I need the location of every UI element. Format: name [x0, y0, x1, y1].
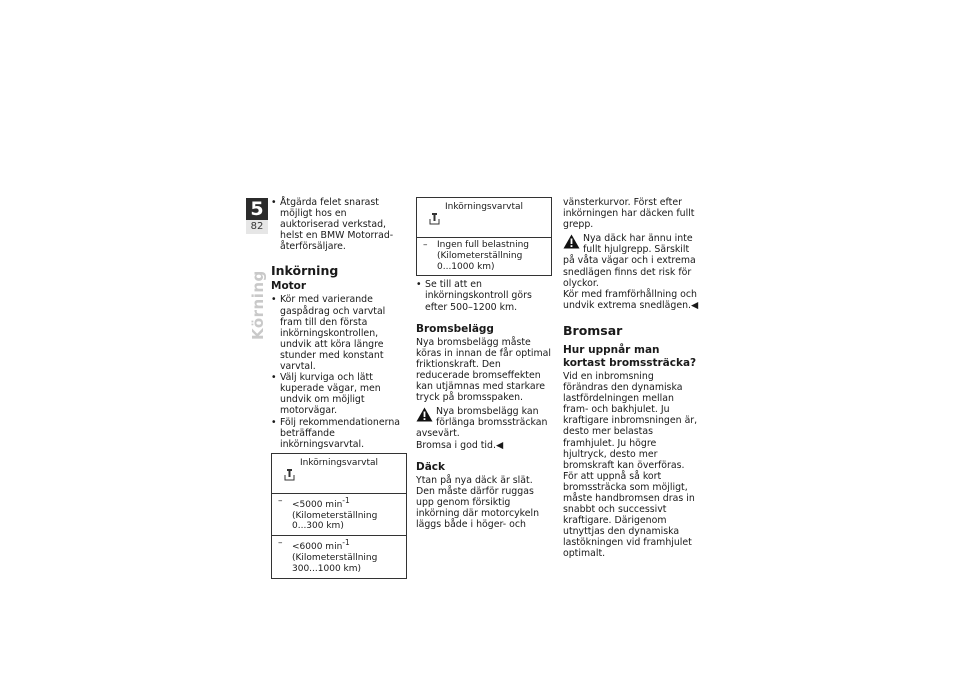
- paragraph: [416, 440, 552, 451]
- warning-text: Nya däck har ännu inte fullt hjulgrepp. Särskilt på våta vägar och i extrema snedlägen finns det risk för olyckor.: [563, 233, 696, 289]
- list-item: • Åtgärda felet snarast möjligt hos en auktoriserad verkstad, helst en BMW Motorrad-återförsäljare.: [271, 197, 407, 252]
- spec-box: [416, 197, 552, 276]
- paragraph: vänsterkurvor. Först efter inkörningen har däcken fullt grepp.: [563, 197, 695, 231]
- list-item: • Se till att en inkörningskontroll görs efter 500–1200 km.: [416, 279, 552, 312]
- warning-icon: [416, 407, 433, 422]
- dash-marker: –: [423, 240, 428, 250]
- dash-marker: –: [278, 495, 283, 506]
- chapter-number: 5: [246, 198, 268, 220]
- list-item: • Kör med varierande gaspådrag och varvtal fram till den första inkörningskontrollen, undvik att köra längre stunder med konstant varvtal.: [271, 294, 407, 372]
- warning-text: Nya bromsbelägg kan förlänga bromssträckan avsevärt.: [416, 406, 548, 440]
- chapter-tab: [246, 198, 268, 238]
- list-item: • Följ rekommendationerna beträffande inkörningsvarvtal.: [271, 417, 407, 450]
- spec-box-row: [272, 535, 406, 577]
- section-heading-inkorning: Inkörning: [271, 263, 339, 279]
- spec-unit-exponent: -1: [342, 538, 350, 548]
- paragraph: Ytan på nya däck är slät. Den måste därför ruggas upp genom försiktig inkörning där motorcykeln läggs både i höger- och: [416, 474, 540, 530]
- spec-range: (Kilometerställning 300...1000 km): [292, 552, 378, 574]
- subheading-dack: Däck: [416, 460, 446, 473]
- tachometer-icon: [429, 212, 440, 225]
- paragraph: Vid en inbromsning förändras den dynamiska lastfördelningen mellan fram- och bakhjulet. Ju kraftigare inbromsningen är, desto mer belastas framhjulet. Ju högre hjultryck, desto mer bromskraft kan överföras.: [563, 370, 698, 471]
- paragraph: Nya bromsbelägg måste köras in innan de får optimal friktionskraft. Den reducerade bromseffekten kan utjämnas med starkare tryck på bromsspaken.: [416, 336, 552, 404]
- end-marker: ◀: [691, 299, 699, 311]
- spec-box-row: [417, 237, 551, 275]
- spec-box-header: [272, 454, 406, 493]
- spec-unit-exponent: -1: [342, 495, 350, 505]
- list-item: • Välj kurviga och lätt kuperade vägar, men undvik om möjligt motorvägar.: [271, 372, 407, 416]
- subheading-motor: Motor: [271, 280, 307, 293]
- bullet-list: [416, 279, 552, 312]
- page-number: 82: [246, 220, 268, 234]
- warning-note: [563, 233, 699, 288]
- tachometer-icon: [284, 468, 295, 481]
- column-3: [563, 197, 699, 560]
- dash-marker: –: [278, 538, 283, 549]
- spec-range: (Kilometerställning 0...300 km): [292, 510, 378, 532]
- spec-box-header: [417, 198, 551, 237]
- end-marker: ◀: [495, 439, 504, 451]
- spec-value: Ingen full belastning (Kilometerställning 0...1000 km): [437, 240, 530, 272]
- column-2: [416, 197, 552, 530]
- section-heading-bromsar: Bromsar: [563, 322, 623, 338]
- column-1: [271, 197, 407, 582]
- paragraph: För att uppnå så kort bromssträcka som möjligt, måste handbromsen dras in snabbt och successivt kraftigare. Därigenom utnyttjas den dynamiska lastökningen vid framhjulet optimalt.: [563, 470, 695, 560]
- spec-value: <5000 min: [292, 499, 343, 510]
- paragraph: [563, 289, 699, 311]
- bullet-list: [271, 294, 407, 449]
- note-text: Bromsa i god tid.: [416, 439, 496, 451]
- warning-note: [416, 406, 552, 439]
- chapter-side-label: Körning: [249, 270, 267, 340]
- spec-box-row: [272, 493, 406, 535]
- warning-icon: [563, 234, 580, 249]
- bullet-list: [271, 197, 407, 252]
- spec-value: <6000 min: [292, 542, 343, 553]
- note-text: Kör med framförhållning och undvik extrema snedlägen.: [563, 288, 697, 311]
- spec-box-title: Inkörningsvarvtal: [300, 457, 379, 468]
- subheading-bromsstracka: Hur uppnår man kortast bromssträcka?: [563, 343, 697, 369]
- spec-box: [271, 453, 407, 579]
- spec-box-title: Inkörningsvarvtal: [445, 202, 524, 212]
- subheading-bromsbelagg: Bromsbelägg: [416, 322, 494, 335]
